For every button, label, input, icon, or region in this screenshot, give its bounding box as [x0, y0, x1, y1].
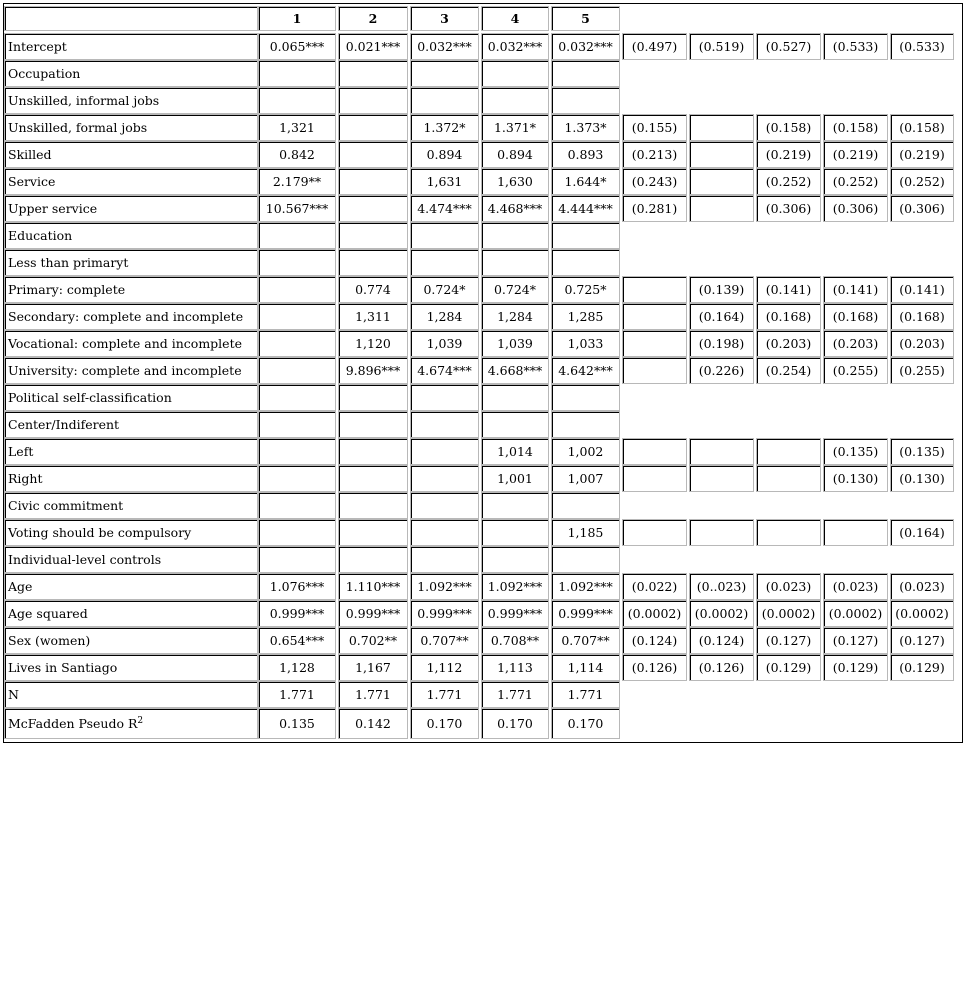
- row-label-text: Unskilled, informal jobs: [8, 93, 160, 108]
- row-label: [4, 708, 258, 739]
- row-label-text: Left: [8, 444, 34, 459]
- coef-cell: [551, 492, 620, 519]
- coef-cell: [258, 87, 336, 114]
- coef-cell: [410, 438, 479, 465]
- se-cell: (0.203): [756, 330, 821, 357]
- coef-cell: 0.708**: [481, 627, 549, 654]
- se-cell: (0.127): [823, 627, 888, 654]
- se-cell: [622, 465, 687, 492]
- regression-table: [3, 3, 963, 743]
- row-label: [4, 33, 258, 60]
- coef-cell: [258, 303, 336, 330]
- coef-cell: 4.444***: [551, 195, 620, 222]
- coef-cell: [551, 384, 620, 411]
- se-cell: (0.127): [890, 627, 954, 654]
- se-cell: (0.168): [756, 303, 821, 330]
- row-label-text: Age: [8, 579, 33, 594]
- coef-cell: 0.893: [551, 141, 620, 168]
- se-cell: (0.226): [689, 357, 754, 384]
- coef-cell: 1,114: [551, 654, 620, 681]
- coef-cell: 1,630: [481, 168, 549, 195]
- coef-cell: [258, 411, 336, 438]
- se-cell: [756, 465, 821, 492]
- coef-cell: [338, 438, 408, 465]
- coef-cell: 10.567***: [258, 195, 336, 222]
- coef-cell: [481, 546, 549, 573]
- se-cell: [622, 519, 687, 546]
- row-label: [4, 357, 258, 384]
- se-cell: (0.141): [823, 276, 888, 303]
- coef-cell: 0.170: [551, 708, 620, 739]
- coef-cell: [410, 87, 479, 114]
- model-header: 3: [410, 6, 479, 31]
- se-cell: (0.126): [622, 654, 687, 681]
- coef-cell: 1.644*: [551, 168, 620, 195]
- se-cell: [689, 195, 754, 222]
- se-cell: (0.254): [756, 357, 821, 384]
- se-cell: [622, 357, 687, 384]
- row-label-text: Right: [8, 471, 43, 486]
- se-cell: (0.306): [756, 195, 821, 222]
- coef-cell: [258, 384, 336, 411]
- coef-cell: [551, 249, 620, 276]
- coef-cell: 1,014: [481, 438, 549, 465]
- se-cell: (0..023): [689, 573, 754, 600]
- coef-cell: 4.668***: [481, 357, 549, 384]
- row-label-text: Primary: complete: [8, 282, 126, 297]
- se-cell: (0.141): [756, 276, 821, 303]
- coef-cell: 0.170: [410, 708, 479, 739]
- se-cell: (0.124): [689, 627, 754, 654]
- coef-cell: 0.894: [481, 141, 549, 168]
- coef-cell: 0.999***: [338, 600, 408, 627]
- coef-cell: [410, 546, 479, 573]
- coef-cell: [481, 519, 549, 546]
- model-header: 4: [481, 6, 549, 31]
- se-cell: [622, 303, 687, 330]
- se-cell: [689, 465, 754, 492]
- coef-cell: [258, 330, 336, 357]
- se-cell: (0.243): [622, 168, 687, 195]
- row-label: [4, 627, 258, 654]
- se-cell: (0.306): [823, 195, 888, 222]
- coef-cell: 1.771: [338, 681, 408, 708]
- se-cell: (0.139): [689, 276, 754, 303]
- row-label-text: Lives in Santiago: [8, 660, 118, 675]
- se-cell: (0.281): [622, 195, 687, 222]
- coef-cell: [410, 519, 479, 546]
- se-cell: (0.252): [823, 168, 888, 195]
- coef-cell: 1,631: [410, 168, 479, 195]
- row-label-text: Individual-level controls: [8, 552, 162, 567]
- coef-cell: [481, 87, 549, 114]
- coef-cell: 1.110***: [338, 573, 408, 600]
- se-cell: (0.533): [823, 33, 888, 60]
- row-label-text: Service: [8, 174, 56, 189]
- coef-cell: [338, 114, 408, 141]
- coef-cell: 1.371*: [481, 114, 549, 141]
- coef-cell: 1.771: [551, 681, 620, 708]
- coef-cell: [410, 384, 479, 411]
- coef-cell: [338, 492, 408, 519]
- se-cell: (0.219): [823, 141, 888, 168]
- coef-cell: [338, 546, 408, 573]
- model-header: 2: [338, 6, 408, 31]
- coef-cell: 1,128: [258, 654, 336, 681]
- se-cell: (0.252): [890, 168, 954, 195]
- row-label-text: Sex (women): [8, 633, 91, 648]
- row-label-text: Secondary: complete and incomplete: [8, 309, 244, 324]
- se-cell: (0.198): [689, 330, 754, 357]
- coef-cell: 4.468***: [481, 195, 549, 222]
- header-label-cell: [4, 6, 258, 31]
- coef-cell: [551, 222, 620, 249]
- row-label: [4, 168, 258, 195]
- se-cell: (0.124): [622, 627, 687, 654]
- coef-cell: [551, 411, 620, 438]
- row-label: [4, 438, 258, 465]
- coef-cell: 1.076***: [258, 573, 336, 600]
- coef-cell: 1,311: [338, 303, 408, 330]
- coef-cell: 1,120: [338, 330, 408, 357]
- se-cell: (0.155): [622, 114, 687, 141]
- coef-cell: 1.092***: [481, 573, 549, 600]
- coef-cell: 1,284: [481, 303, 549, 330]
- row-label-text: Education: [8, 228, 73, 243]
- row-label: [4, 654, 258, 681]
- coef-cell: 1.092***: [551, 573, 620, 600]
- se-cell: (0.130): [890, 465, 954, 492]
- coef-cell: [338, 141, 408, 168]
- se-cell: (0.023): [823, 573, 888, 600]
- se-cell: (0.306): [890, 195, 954, 222]
- se-cell: (0.519): [689, 33, 754, 60]
- coef-cell: [481, 249, 549, 276]
- se-cell: [689, 438, 754, 465]
- row-label-text: Unskilled, formal jobs: [8, 120, 148, 135]
- coef-cell: [258, 519, 336, 546]
- coef-cell: 1,284: [410, 303, 479, 330]
- coef-cell: 0.774: [338, 276, 408, 303]
- coef-cell: 0.999***: [481, 600, 549, 627]
- coef-cell: 1,167: [338, 654, 408, 681]
- row-label: [4, 195, 258, 222]
- coef-cell: 1.372*: [410, 114, 479, 141]
- coef-cell: 1,185: [551, 519, 620, 546]
- se-cell: [622, 330, 687, 357]
- row-label: [4, 330, 258, 357]
- coef-cell: [551, 546, 620, 573]
- coef-cell: [481, 411, 549, 438]
- se-cell: (0.164): [890, 519, 954, 546]
- row-label-text: Skilled: [8, 147, 52, 162]
- coef-cell: 0.707**: [551, 627, 620, 654]
- se-cell: (0.129): [756, 654, 821, 681]
- row-label: [4, 276, 258, 303]
- row-label: [4, 600, 258, 627]
- coef-cell: [338, 222, 408, 249]
- coef-cell: [338, 87, 408, 114]
- se-cell: [622, 438, 687, 465]
- coef-cell: 1,033: [551, 330, 620, 357]
- coef-cell: [551, 87, 620, 114]
- row-label: [4, 573, 258, 600]
- coef-cell: 0.142: [338, 708, 408, 739]
- row-label: [4, 465, 258, 492]
- row-label: [4, 546, 258, 573]
- row-label: [4, 114, 258, 141]
- row-label: [4, 141, 258, 168]
- coef-cell: 4.642***: [551, 357, 620, 384]
- se-cell: (0.164): [689, 303, 754, 330]
- coef-cell: 0.842: [258, 141, 336, 168]
- row-label-text: Intercept: [8, 39, 67, 54]
- se-cell: [622, 276, 687, 303]
- coef-cell: [410, 411, 479, 438]
- coef-cell: 0.707**: [410, 627, 479, 654]
- coef-cell: 0.724*: [410, 276, 479, 303]
- se-cell: (0.0002): [890, 600, 954, 627]
- coef-cell: 1,285: [551, 303, 620, 330]
- se-cell: (0.219): [756, 141, 821, 168]
- row-label: [4, 303, 258, 330]
- se-cell: (0.255): [890, 357, 954, 384]
- se-cell: [689, 168, 754, 195]
- coef-cell: 0.021***: [338, 33, 408, 60]
- coef-cell: [338, 384, 408, 411]
- coef-cell: 0.725*: [551, 276, 620, 303]
- coef-cell: 0.894: [410, 141, 479, 168]
- se-cell: [756, 438, 821, 465]
- row-label: [4, 249, 258, 276]
- se-cell: (0.023): [756, 573, 821, 600]
- coef-cell: [258, 357, 336, 384]
- coef-cell: [258, 546, 336, 573]
- coef-cell: [338, 168, 408, 195]
- coef-cell: 0.702**: [338, 627, 408, 654]
- coef-cell: 2.179**: [258, 168, 336, 195]
- se-cell: (0.255): [823, 357, 888, 384]
- coef-cell: [481, 60, 549, 87]
- se-cell: [689, 141, 754, 168]
- se-cell: (0.168): [823, 303, 888, 330]
- coef-cell: 1,001: [481, 465, 549, 492]
- row-label-text: Occupation: [8, 66, 81, 81]
- row-label-text: McFadden Pseudo R: [8, 716, 138, 731]
- coef-cell: [338, 519, 408, 546]
- row-label-text: Age squared: [8, 606, 88, 621]
- se-cell: (0.158): [890, 114, 954, 141]
- coef-cell: 1.771: [410, 681, 479, 708]
- se-cell: (0.023): [890, 573, 954, 600]
- se-cell: (0.158): [756, 114, 821, 141]
- superscript: 2: [137, 715, 144, 726]
- coef-cell: 0.999***: [258, 600, 336, 627]
- coef-cell: 0.999***: [410, 600, 479, 627]
- coef-cell: [410, 60, 479, 87]
- coef-cell: [338, 60, 408, 87]
- se-cell: (0.127): [756, 627, 821, 654]
- coef-cell: 9.896***: [338, 357, 408, 384]
- se-cell: (0.0002): [689, 600, 754, 627]
- row-label: [4, 411, 258, 438]
- coef-cell: 1,007: [551, 465, 620, 492]
- coef-cell: 1.771: [258, 681, 336, 708]
- coef-cell: 4.474***: [410, 195, 479, 222]
- row-label-text: Upper service: [8, 201, 98, 216]
- coef-cell: 1,321: [258, 114, 336, 141]
- se-cell: (0.252): [756, 168, 821, 195]
- se-cell: [823, 519, 888, 546]
- row-label-text: Less than primaryt: [8, 255, 129, 270]
- row-label: [4, 87, 258, 114]
- row-label-text: Center/Indiferent: [8, 417, 120, 432]
- coef-cell: 0.032***: [551, 33, 620, 60]
- row-label-text: Voting should be compulsory: [8, 525, 192, 540]
- coef-cell: [410, 492, 479, 519]
- row-label: [4, 384, 258, 411]
- se-cell: (0.126): [689, 654, 754, 681]
- se-cell: (0.203): [890, 330, 954, 357]
- se-cell: (0.203): [823, 330, 888, 357]
- coef-cell: [551, 60, 620, 87]
- se-cell: (0.0002): [622, 600, 687, 627]
- coef-cell: 1.373*: [551, 114, 620, 141]
- se-cell: (0.135): [823, 438, 888, 465]
- coef-cell: [258, 438, 336, 465]
- coef-cell: 4.674***: [410, 357, 479, 384]
- row-label: [4, 60, 258, 87]
- row-label-text: University: complete and incomplete: [8, 363, 242, 378]
- coef-cell: [338, 465, 408, 492]
- se-cell: (0.168): [890, 303, 954, 330]
- row-label-text: Vocational: complete and incomplete: [8, 336, 242, 351]
- coef-cell: [258, 222, 336, 249]
- se-cell: (0.141): [890, 276, 954, 303]
- coef-cell: [481, 384, 549, 411]
- se-cell: (0.0002): [756, 600, 821, 627]
- coef-cell: [338, 411, 408, 438]
- row-label: [4, 519, 258, 546]
- se-cell: (0.219): [890, 141, 954, 168]
- se-cell: (0.022): [622, 573, 687, 600]
- coef-cell: 1,039: [481, 330, 549, 357]
- se-cell: (0.213): [622, 141, 687, 168]
- row-label: [4, 222, 258, 249]
- coef-cell: 0.654***: [258, 627, 336, 654]
- se-cell: (0.158): [823, 114, 888, 141]
- se-cell: (0.135): [890, 438, 954, 465]
- coef-cell: 1,112: [410, 654, 479, 681]
- coef-cell: 1,113: [481, 654, 549, 681]
- coef-cell: 1,002: [551, 438, 620, 465]
- se-cell: (0.129): [890, 654, 954, 681]
- model-header: 5: [551, 6, 620, 31]
- coef-cell: 1,039: [410, 330, 479, 357]
- se-cell: [689, 519, 754, 546]
- row-label-text: Political self-classification: [8, 390, 172, 405]
- coef-cell: 0.065***: [258, 33, 336, 60]
- se-cell: (0.129): [823, 654, 888, 681]
- coef-cell: 1.092***: [410, 573, 479, 600]
- coef-cell: [410, 222, 479, 249]
- coef-cell: [258, 465, 336, 492]
- coef-cell: 0.135: [258, 708, 336, 739]
- coef-cell: [258, 249, 336, 276]
- coef-cell: [481, 222, 549, 249]
- row-label: [4, 492, 258, 519]
- coef-cell: 0.724*: [481, 276, 549, 303]
- row-label-text: N: [8, 687, 19, 702]
- coef-cell: 0.032***: [481, 33, 549, 60]
- row-label-text: Civic commitment: [8, 498, 124, 513]
- coef-cell: [410, 465, 479, 492]
- coef-cell: [258, 60, 336, 87]
- model-header: 1: [258, 6, 336, 31]
- coef-cell: [338, 195, 408, 222]
- coef-cell: [258, 276, 336, 303]
- coef-cell: 0.170: [481, 708, 549, 739]
- coef-cell: 1.771: [481, 681, 549, 708]
- coef-cell: [258, 492, 336, 519]
- se-cell: (0.130): [823, 465, 888, 492]
- coef-cell: [410, 249, 479, 276]
- row-label: [4, 681, 258, 708]
- coef-cell: 0.999***: [551, 600, 620, 627]
- coef-cell: 0.032***: [410, 33, 479, 60]
- se-cell: [756, 519, 821, 546]
- se-cell: (0.527): [756, 33, 821, 60]
- coef-cell: [481, 492, 549, 519]
- se-cell: (0.497): [622, 33, 687, 60]
- se-cell: (0.533): [890, 33, 954, 60]
- se-cell: [689, 114, 754, 141]
- se-cell: (0.0002): [823, 600, 888, 627]
- coef-cell: [338, 249, 408, 276]
